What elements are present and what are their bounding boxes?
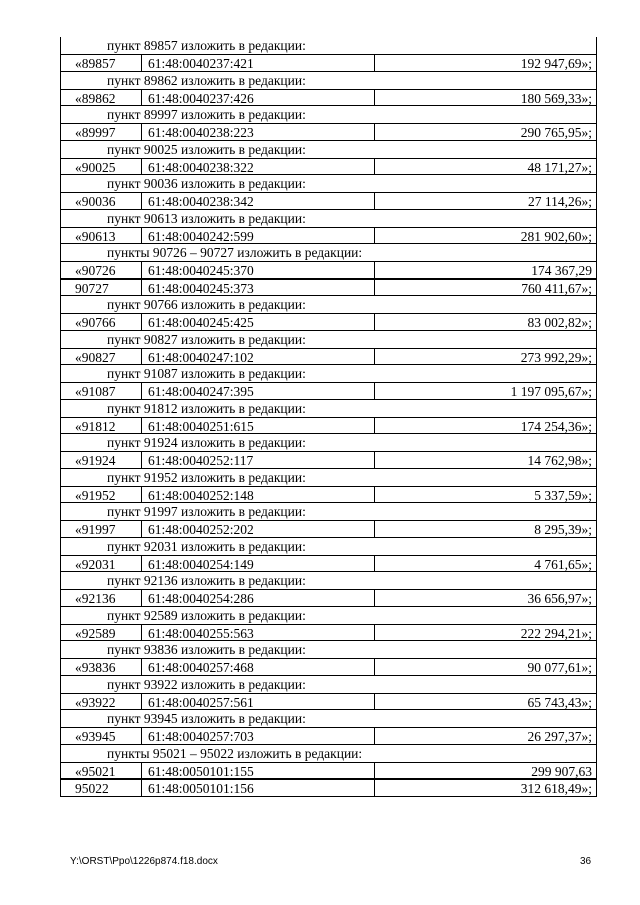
value-cell: 48 171,27»;	[527, 159, 592, 175]
cadastral-number-cell: 61:48:0040247:102	[142, 349, 375, 365]
item-number-cell: 90727	[61, 280, 142, 296]
item-number-cell: «92031	[61, 556, 142, 572]
amendment-instruction: пункт 89862 изложить в редакции:	[60, 72, 597, 89]
amendment-instruction: пункт 92136 изложить в редакции:	[60, 572, 597, 589]
amendment-instruction: пункт 92589 изложить в редакции:	[60, 607, 597, 624]
cadastral-number-cell: 61:48:0040252:148	[142, 487, 375, 503]
amendment-instruction: пункт 91087 изложить в редакции:	[60, 365, 597, 382]
amendment-instruction: пункт 89857 изложить в редакции:	[60, 37, 597, 54]
amendment-instruction: пункты 95021 – 95022 изложить в редакции:	[60, 745, 597, 762]
cadastral-number-cell: 61:48:0040252:117	[142, 452, 375, 468]
table-row	[60, 624, 597, 642]
cadastral-number-cell: 61:48:0040254:149	[142, 556, 375, 572]
value-cell: 760 411,67»;	[521, 280, 592, 296]
value-cell: 312 618,49»;	[520, 781, 592, 796]
value-cell: 222 294,21»;	[520, 625, 592, 641]
table-row	[60, 313, 597, 331]
value-cell: 192 947,69»;	[520, 56, 592, 71]
value-cell: 281 902,60»;	[520, 228, 592, 244]
item-number-cell: «92136	[61, 590, 142, 606]
table-row	[60, 555, 597, 573]
item-number-cell: «91952	[61, 487, 142, 503]
amendment-instruction: пункт 90025 изложить в редакции:	[60, 141, 597, 158]
value-cell: 27 114,26»;	[528, 194, 592, 209]
table-row	[60, 123, 597, 141]
amendment-instruction: пункт 89997 изложить в редакции:	[60, 106, 597, 123]
table-row	[60, 589, 597, 607]
value-cell: 83 002,82»;	[527, 315, 592, 330]
item-number-cell: «90036	[61, 193, 142, 209]
cadastral-number-cell: 61:48:0040238:223	[142, 124, 375, 140]
table-row	[60, 158, 597, 176]
value-cell: 26 297,37»;	[527, 729, 592, 744]
item-number-cell: «91924	[61, 452, 142, 468]
value-cell: 65 743,43»;	[527, 694, 592, 710]
cadastral-number-cell: 61:48:0040254:286	[142, 590, 375, 606]
footer-page-number: 36	[580, 856, 592, 867]
item-number-cell: «93922	[61, 694, 142, 710]
table-row	[60, 348, 597, 366]
cadastral-number-cell: 61:48:0040245:370	[142, 262, 375, 278]
cadastral-number-cell: 61:48:0040252:202	[142, 521, 375, 537]
amendment-instruction: пункт 91812 изложить в редакции:	[60, 400, 597, 417]
table-row	[60, 279, 597, 297]
value-cell: 174 367,29	[531, 263, 592, 278]
value-cell: 290 765,95»;	[520, 125, 592, 140]
item-number-cell: «91087	[61, 383, 142, 399]
table-row	[60, 261, 597, 279]
value-cell: 273 992,29»;	[520, 349, 592, 365]
item-number-cell: «90726	[61, 262, 142, 278]
value-cell: 4 761,65»;	[534, 556, 592, 572]
table-row	[60, 693, 597, 711]
table-row	[60, 417, 597, 435]
item-number-cell: «90827	[61, 349, 142, 365]
table-row	[60, 89, 597, 107]
table-row	[60, 727, 597, 745]
table-row	[60, 658, 597, 676]
cadastral-number-cell: 61:48:0040257:468	[142, 659, 375, 675]
cadastral-number-cell: 61:48:0040242:599	[142, 228, 375, 244]
value-cell: 90 077,61»;	[527, 660, 592, 675]
document-table	[60, 37, 597, 797]
value-cell: 5 337,59»;	[534, 487, 592, 503]
amendment-instruction: пункт 91952 изложить в редакции:	[60, 469, 597, 486]
item-number-cell: «93836	[61, 659, 142, 675]
item-number-cell: 95022	[61, 780, 142, 796]
amendment-instruction: пункт 93945 изложить в редакции:	[60, 710, 597, 727]
cadastral-number-cell: 61:48:0040237:426	[142, 90, 375, 106]
item-number-cell: «90025	[61, 159, 142, 175]
footer-file-path: Y:\ORST\Ppo\1226p874.f18.docx	[70, 856, 218, 867]
table-row	[60, 520, 597, 538]
table-row	[60, 54, 597, 72]
value-cell: 8 295,39»;	[534, 522, 592, 537]
cadastral-number-cell: 61:48:0050101:155	[142, 763, 375, 779]
table-row	[60, 451, 597, 469]
value-cell: 36 656,97»;	[527, 591, 592, 606]
cadastral-number-cell: 61:48:0040237:421	[142, 55, 375, 71]
table-row	[60, 486, 597, 504]
amendment-instruction: пункт 93836 изложить в редакции:	[60, 641, 597, 658]
item-number-cell: «91997	[61, 521, 142, 537]
cadastral-number-cell: 61:48:0040245:425	[142, 314, 375, 330]
cadastral-number-cell: 61:48:0040238:342	[142, 193, 375, 209]
amendment-instruction: пункт 90766 изложить в редакции:	[60, 296, 597, 313]
item-number-cell: «89997	[61, 124, 142, 140]
value-cell: 180 569,33»;	[520, 90, 592, 106]
table-row	[60, 762, 597, 780]
amendment-instruction: пункт 91924 изложить в редакции:	[60, 434, 597, 451]
cadastral-number-cell: 61:48:0040257:703	[142, 728, 375, 744]
amendment-instruction: пункт 93922 изложить в редакции:	[60, 676, 597, 693]
value-cell: 174 254,36»;	[520, 418, 592, 434]
cadastral-number-cell: 61:48:0040251:615	[142, 418, 375, 434]
cadastral-number-cell: 61:48:0040245:373	[142, 280, 375, 296]
item-number-cell: «91812	[61, 418, 142, 434]
value-cell: 299 907,63	[531, 763, 592, 779]
table-row	[60, 382, 597, 400]
cadastral-number-cell: 61:48:0040257:561	[142, 694, 375, 710]
item-number-cell: «89857	[61, 55, 142, 71]
cadastral-number-cell: 61:48:0050101:156	[142, 780, 375, 796]
item-number-cell: «90766	[61, 314, 142, 330]
table-row	[60, 192, 597, 210]
value-cell: 14 762,98»;	[527, 453, 592, 468]
amendment-instruction: пункт 90036 изложить в редакции:	[60, 175, 597, 192]
amendment-instruction: пункт 90827 изложить в редакции:	[60, 331, 597, 348]
cadastral-number-cell: 61:48:0040247:395	[142, 383, 375, 399]
cadastral-number-cell: 61:48:0040255:563	[142, 625, 375, 641]
amendment-instruction: пункт 90613 изложить в редакции:	[60, 210, 597, 227]
item-number-cell: «95021	[61, 763, 142, 779]
item-number-cell: «92589	[61, 625, 142, 641]
amendment-instruction: пункт 91997 изложить в редакции:	[60, 503, 597, 520]
item-number-cell: «89862	[61, 90, 142, 106]
cadastral-number-cell: 61:48:0040238:322	[142, 159, 375, 175]
item-number-cell: «90613	[61, 228, 142, 244]
amendment-instruction: пункт 92031 изложить в редакции:	[60, 538, 597, 555]
table-row	[60, 779, 597, 797]
table-row	[60, 227, 597, 245]
item-number-cell: «93945	[61, 728, 142, 744]
value-cell: 1 197 095,67»;	[510, 384, 592, 399]
amendment-instruction: пункты 90726 – 90727 изложить в редакции:	[60, 244, 597, 261]
